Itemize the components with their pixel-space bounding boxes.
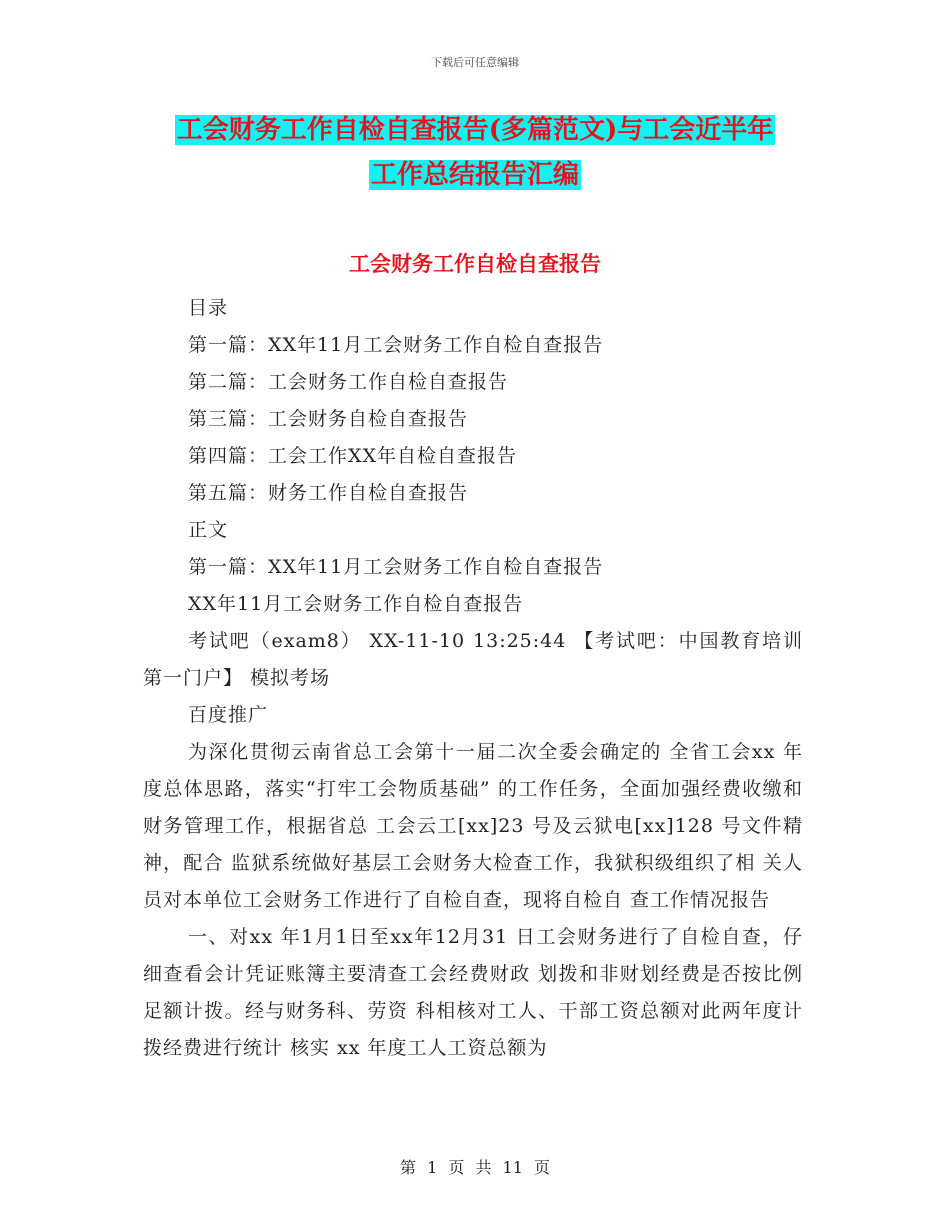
section-subtitle: 工会财务工作自检自查报告 [349,251,601,276]
source-line: 考试吧（exam8） XX-11-10 13:25:44 【考试吧：中国教育培训第一门户】 模拟考场 [143,630,803,689]
report-title: XX年11月工会财务工作自检自查报告 [188,593,524,615]
paragraph-1: 为深化贯彻云南省总工会第十一届二次全委会确定的 全省工会xx 年度总体思路，落实“打牢工会物质基础” 的工作任务，全面加强经费收缴和财务管理工作，根据省总 工会云工[xx]23 号及云狱电[xx]128 号文件精神，配合 监狱系统做好基层工会财务大检查工作，我狱积级组织了相 关人员对本单位工会财务工作进行了自检自查，现将自检自 查工作情况报告 [143,741,803,911]
toc-item: 第五篇：财务工作自检自查报告 [188,482,469,504]
paragraph-2: 一、对xx 年1月1日至xx年12月31 日工会财务进行了自检自查，仔细查看会计凭证账簿主要清查工会经费财政 划拨和非财划经费是否按比例足额计拨。经与财务科、劳资 科相核对工人、干部工资总额对此两年度计拨经费进行统计 核实 xx 年度工人工资总额为 [143,926,803,1059]
zhengwen-label: 正文 [188,519,229,541]
toc-item: 第三篇：工会财务自检自查报告 [188,408,469,430]
page-footer: 第 1 页 共 11 页 [400,1158,550,1177]
toc-item: 第二篇：工会财务工作自检自查报告 [188,371,509,393]
document-body [143,290,803,1067]
main-title-line2-text: 工作总结报告汇编 [370,160,579,190]
toc-item: 第一篇：XX年11月工会财务工作自检自查报告 [188,334,604,356]
toc-heading: 目录 [188,297,229,319]
toc-item: 第四篇：工会工作XX年自检自查报告 [188,445,518,467]
main-title-line1-text: 工会财务工作自检自查报告(多篇范文)与工会近半年 [176,115,774,145]
header-note: 下载后可任意编辑 [431,56,519,69]
main-title-line2 [0,158,950,192]
section-title: 第一篇：XX年11月工会财务工作自检自查报告 [188,556,604,578]
main-title-line1 [0,113,950,147]
promo-text: 百度推广 [188,704,269,726]
